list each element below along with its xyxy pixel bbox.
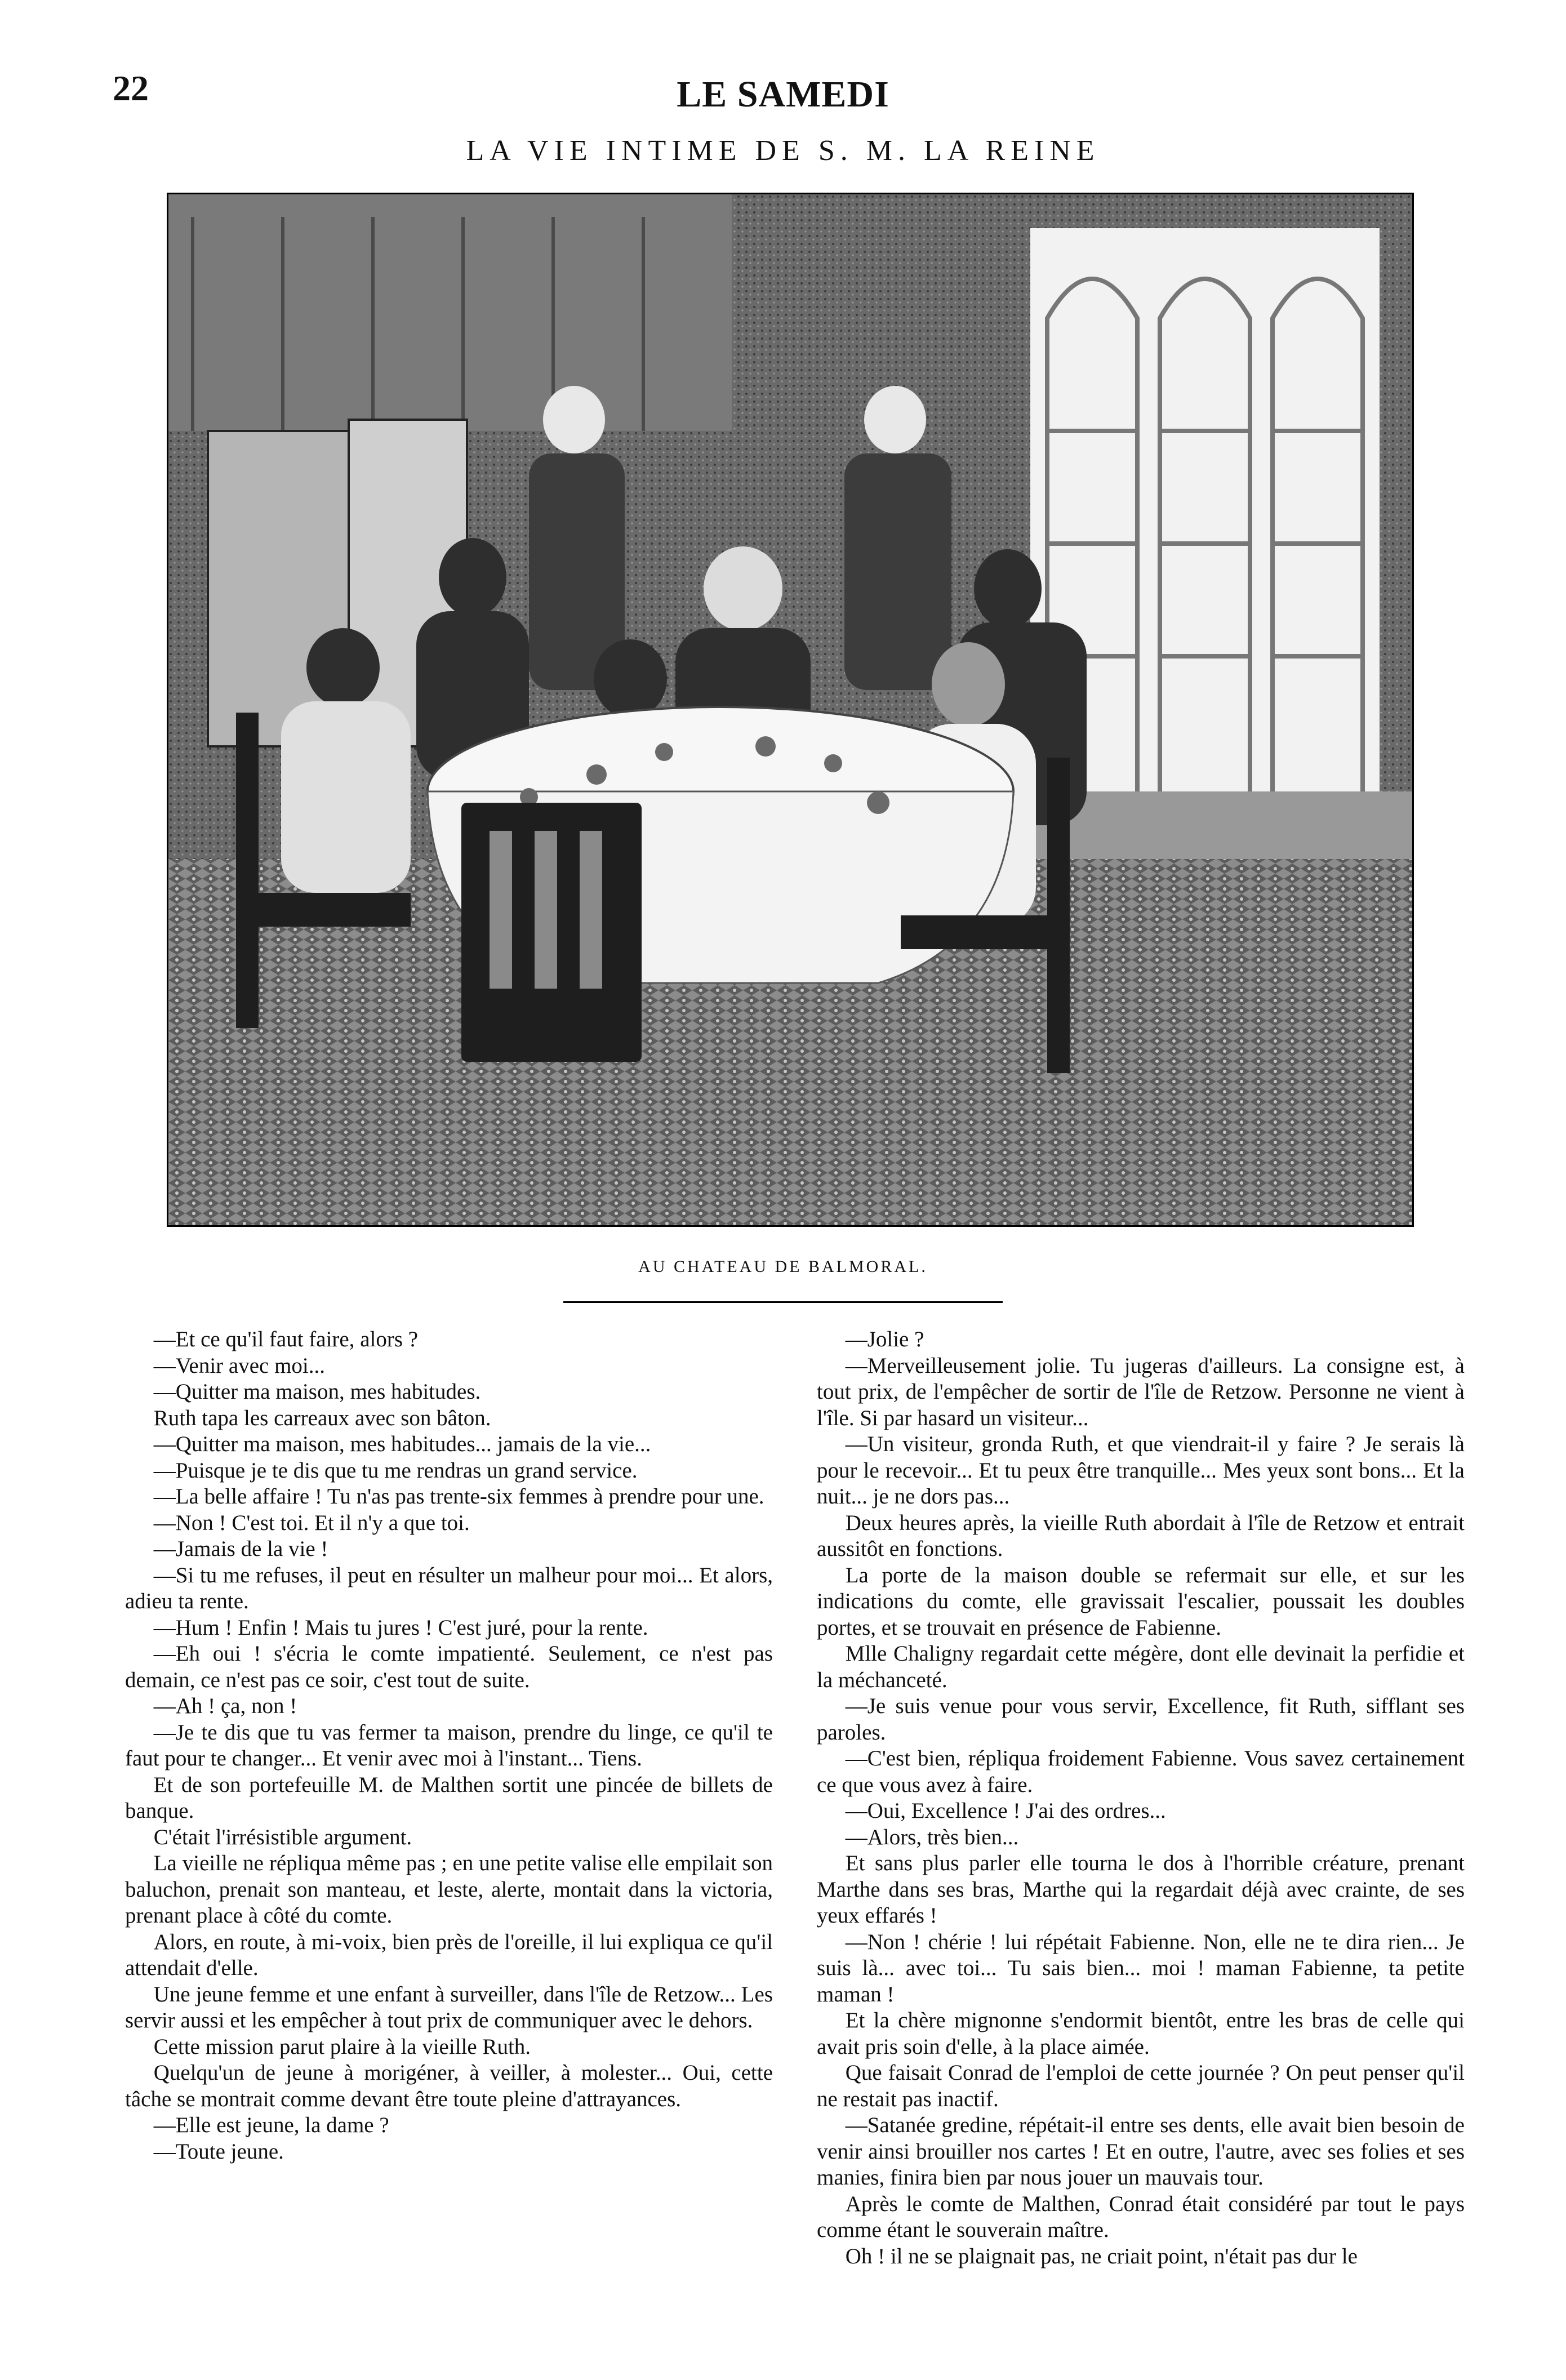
paragraph: —Jolie ? [845,1327,924,1351]
illustration-caption: AU CHATEAU DE BALMORAL. [638,1257,928,1276]
text-column-right [817,1327,1465,2270]
paragraph: —Jamais de la vie ! [153,1537,328,1561]
paragraph: —Quitter ma maison, mes habitudes. [153,1380,481,1404]
article-title: LA VIE INTIME DE S. M. LA REINE [466,135,1100,167]
paragraph: —Alors, très bien... [845,1825,1019,1849]
paragraph: —Venir avec moi... [153,1353,326,1378]
paragraph: —Merveilleusement jolie. Tu jugeras d'ailleurs. La consigne est, à tout prix, de l'empêcher de sortir de l'île de Retzow. Personne ne vient à l'île. Si par hasard un visiteur... [817,1353,1465,1430]
paragraph: —Ah ! ça, non ! [153,1694,297,1718]
paragraph: —Et ce qu'il faut faire, alors ? [153,1327,419,1351]
paragraph: —Toute jeune. [153,2139,284,2164]
paragraph: —Puisque je te dis que tu me rendras un grand service. [153,1458,638,1483]
paragraph: Et la chère mignonne s'endormit bientôt, entre les bras de celle qui avait pris soin d'elle, à la place aimée. [817,2008,1465,2059]
page-number: 22 [113,68,149,108]
paragraph: Deux heures après, la vieille Ruth abordait à l'île de Retzow et entrait aussitôt en fonctions. [817,1510,1465,1561]
paragraph: Une jeune femme et une enfant à surveiller, dans l'île de Retzow... Les servir aussi et les empêcher à tout prix de communiquer avec le dehors. [125,1982,773,2032]
paragraph: —Hum ! Enfin ! Mais tu jures ! C'est juré, pour la rente. [153,1615,648,1640]
paragraph: —La belle affaire ! Tu n'as pas trente-six femmes à prendre pour une. [153,1484,764,1509]
paragraph: —Non ! chérie ! lui répétait Fabienne. Non, elle ne te dira rien... Je suis là... avec toi... Tu sais bien... moi ! maman Fabienne, ta petite maman ! [817,1929,1465,2007]
paragraph: La porte de la maison double se refermait sur elle, et sur les indications du comte, elle gravissait l'escalier, poussait les doubles portes, et se trouvait en présence de Fabienne. [817,1563,1465,1640]
paragraph: —Eh oui ! s'écria le comte impatienté. Seulement, ce n'est pas demain, ce n'est pas ce soir, c'est tout de suite. [125,1641,773,1692]
paragraph: Que faisait Conrad de l'emploi de cette journée ? On peut penser qu'il ne restait pas inactif. [817,2061,1465,2111]
paragraph: Quelqu'un de jeune à morigéner, à veiller, à molester... Oui, cette tâche se montrait comme devant être toute pleine d'attrayances. [125,2061,773,2111]
paragraph: Et sans plus parler elle tourna le dos à l'horrible créature, prenant Marthe dans ses bras, Marthe qui la regardait déjà avec crainte, de ses yeux effarés ! [817,1851,1465,1928]
paragraph: Et de son portefeuille M. de Malthen sortit une pincée de billets de banque. [125,1772,773,1823]
text-column-left [125,1327,773,2165]
paragraph: Après le comte de Malthen, Conrad était considéré par tout le pays comme étant le souverain maître. [817,2191,1465,2242]
paragraph: —Un visiteur, gronda Ruth, et que viendrait-il y faire ? Je serais là pour le recevoir... Et tu peux être tranquille... Mes yeux sont bons... Et la nuit... je ne dors pas... [817,1432,1465,1509]
paragraph: Alors, en route, à mi-voix, bien près de l'oreille, il lui expliqua ce qu'il attendait d'elle. [125,1929,773,1980]
paragraph: —Je te dis que tu vas fermer ta maison, prendre du linge, ce qu'il te faut pour te changer... Et venir avec moi à l'instant... Tiens. [125,1720,773,1770]
paragraph: —Non ! C'est toi. Et il n'y a que toi. [153,1510,470,1535]
paragraph: —Elle est jeune, la dame ? [153,2113,389,2137]
paragraph: C'était l'irrésistible argument. [153,1825,412,1849]
paragraph: —Oui, Excellence ! J'ai des ordres... [845,1799,1166,1823]
paragraph: —Je suis venue pour vous servir, Excellence, fit Ruth, sifflant ses paroles. [817,1694,1465,1745]
paragraph: —Quitter ma maison, mes habitudes... jamais de la vie... [153,1432,651,1456]
caption-divider [563,1301,1003,1303]
journal-title: LE SAMEDI [677,74,889,115]
paragraph: Cette mission parut plaire à la vieille Ruth. [153,2034,531,2059]
paragraph: —Satanée gredine, répétait-il entre ses dents, elle avait bien besoin de venir ainsi brouiller nos cartes ! Et en outre, l'autre, avec ses folies et ses manies, finira bien par nous jouer un mauvais tour. [817,2113,1465,2190]
paragraph: Oh ! il ne se plaignait pas, ne criait point, n'était pas dur le [845,2244,1358,2268]
paragraph: Mlle Chaligny regardait cette mégère, dont elle devinait la perfidie et la méchanceté. [817,1641,1465,1692]
paragraph: Ruth tapa les carreaux avec son bâton. [153,1405,491,1430]
paragraph: —Si tu me refuses, il peut en résulter un malheur pour moi... Et alors, adieu ta rente. [125,1563,773,1613]
paragraph: —C'est bien, répliqua froidement Fabienne. Vous savez certainement ce que vous avez à faire. [817,1746,1465,1797]
engraving-dining-scene [167,193,1414,1227]
paragraph: La vieille ne répliqua même pas ; en une petite valise elle empilait son baluchon, prenait son manteau, et leste, alerte, montait dans la victoria, prenant place à côté du comte. [125,1851,773,1928]
